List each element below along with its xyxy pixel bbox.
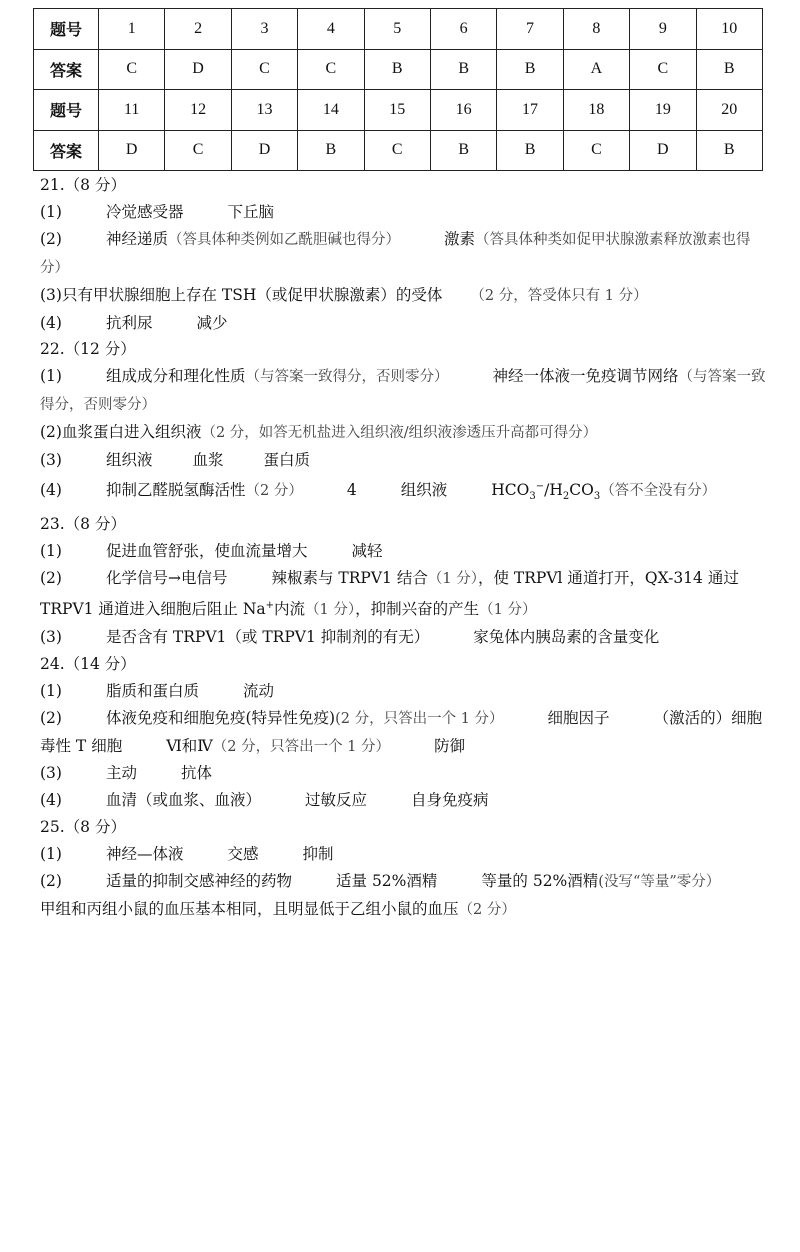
answer-text: 促进血管舒张，使血流量增大	[106, 542, 308, 561]
scoring-note: （答具体种类例如乙酰胆碱也得分）	[168, 231, 401, 248]
q21-part-1	[40, 199, 770, 226]
part-number: (1)	[40, 845, 62, 864]
answer-text: 交感	[227, 845, 259, 864]
question-number: 12	[165, 90, 231, 131]
question-22-heading: 22.（12 分）	[40, 340, 136, 359]
answer-cell: C	[165, 130, 231, 171]
answer-text: 减少	[196, 313, 228, 332]
part-number: (1)	[40, 202, 62, 221]
q22-part-1	[40, 363, 770, 419]
q22-part-2	[40, 419, 770, 447]
answer-text: 下丘脑	[227, 202, 275, 221]
answer-text: 体液免疫和细胞免疫(特异性免疫)	[106, 708, 336, 727]
answer-cell: D	[231, 130, 297, 171]
q21-part-2	[40, 226, 770, 282]
answer-text: ，抑制兴奋的产生	[355, 600, 480, 618]
question-number: 15	[364, 90, 430, 131]
answer-cell: D	[630, 130, 696, 171]
answer-text: 是否含有 TRPV1（或 TRPV1 抑制剂的有无）	[106, 627, 430, 646]
answer-text: 脂质和蛋白质	[106, 681, 200, 700]
answer-text: 辣椒素与 TRPV1 结合	[271, 568, 428, 587]
scoring-note: （2 分）	[245, 483, 303, 500]
q24-part-2	[40, 705, 770, 761]
question-number: 9	[630, 9, 696, 50]
answer-cell: C	[630, 49, 696, 90]
scoring-note: （答具体种类如促甲状腺激素释放激素也得分）	[40, 231, 751, 276]
answer-cell: B	[364, 49, 430, 90]
answer-text: （激活的）细胞毒性 T 细胞	[40, 708, 763, 755]
answer-text: 抑制乙醛脱氢酶活性	[106, 481, 246, 500]
answer-text: (3)只有甲状腺细胞上存在 TSH（或促甲状腺激素）的受体	[40, 285, 443, 304]
answer-text: 减轻	[351, 542, 383, 561]
part-number: (2)	[40, 872, 62, 891]
answer-cell: A	[563, 49, 629, 90]
question-number: 1	[99, 9, 165, 50]
answer-text: 甲组和丙组小鼠的血压基本相同，且明显低于乙组小鼠的血压	[40, 899, 459, 918]
answer-text: 化学信号→电信号	[106, 568, 228, 587]
answer-text: 适量 52%酒精	[336, 872, 438, 891]
answer-text: 自身免疫病	[411, 791, 489, 810]
q22-part-4	[40, 474, 770, 511]
answer-text: 神经一体液一免疫调节网络	[492, 367, 679, 386]
scoring-note: （答不全没有分）	[600, 483, 717, 500]
answer-text: 家兔体内胰岛素的含量变化	[473, 627, 660, 646]
answer-cell: C	[364, 130, 430, 171]
answer-text: 抗体	[181, 764, 213, 783]
scoring-note: （与答案一致得分，否则零分）	[40, 369, 766, 414]
answer-cell: C	[298, 49, 364, 90]
q23-part-2: (2) 化学信号→电信号 辣椒素与 TRPV1 结合（1 分），使 TRPVl 通道打开，QX-314 通过 TRPV1 通道进入细胞后阻止 Na+内流（1 分），抑制兴奋的产生（1 分）	[40, 565, 770, 624]
q21-part-3	[40, 282, 770, 310]
question-number: 18	[563, 90, 629, 131]
table-row	[34, 49, 763, 90]
answer-text: 主动	[106, 764, 138, 783]
answer-cell: D	[165, 49, 231, 90]
answer-cell: B	[430, 130, 496, 171]
scoring-note: （1 分）	[427, 570, 478, 587]
question-number: 8	[563, 9, 629, 50]
scoring-note: （与答案一致得分，否则零分）	[245, 369, 449, 386]
row-label: 答案	[34, 130, 99, 171]
chemical-formula: $HCO_3^-/H_2CO_3$	[491, 480, 601, 503]
answer-text: 冷觉感受器	[106, 202, 184, 221]
answer-text: 抗利尿	[106, 313, 153, 332]
question-number: 20	[696, 90, 762, 131]
question-number: 19	[630, 90, 696, 131]
answer-text: 流动	[243, 681, 275, 700]
answer-cell: B	[696, 130, 762, 171]
answer-cell: B	[497, 130, 563, 171]
answer-text: 抑制	[302, 845, 334, 864]
question-number: 6	[430, 9, 496, 50]
answer-cell: D	[99, 130, 165, 171]
answer-text: 血浆	[192, 451, 224, 470]
answers-section	[40, 172, 770, 924]
q21-part-4	[40, 310, 770, 337]
table-row	[34, 9, 763, 50]
q24-part-1	[40, 678, 770, 705]
q24-part-4	[40, 787, 770, 814]
row-label: 题号	[34, 9, 99, 50]
part-number: (2)	[40, 229, 62, 248]
q23-part-1	[40, 538, 770, 565]
answer-cell: B	[497, 49, 563, 90]
answer-text: 等量的 52%酒精	[481, 872, 599, 891]
part-number: (1)	[40, 367, 62, 386]
answer-text: (2)血浆蛋白进入组织液	[40, 423, 202, 442]
question-25-heading: 25.（8 分）	[40, 818, 126, 837]
table-row	[34, 90, 763, 131]
question-number: 14	[298, 90, 364, 131]
answer-text: 4	[346, 481, 357, 500]
answer-text: 组织液	[400, 481, 448, 500]
part-number: (2)	[40, 568, 62, 587]
answer-cell: B	[298, 130, 364, 171]
question-number: 4	[298, 9, 364, 50]
answer-text: 神经递质	[106, 229, 169, 248]
scoring-note: (2 分，只答出一个 1 分）	[335, 710, 504, 727]
answer-text: 过敏反应	[305, 791, 368, 810]
answer-cell: B	[696, 49, 762, 90]
question-number: 2	[165, 9, 231, 50]
answer-text: 神经—体液	[106, 845, 184, 864]
scoring-note: （2 分，答受体只有 1 分）	[470, 287, 648, 304]
scoring-note: （1 分）	[479, 602, 537, 618]
scoring-note: (没写“等量”零分）	[598, 874, 721, 891]
scoring-note: （1 分）	[305, 602, 356, 618]
answer-text: 组织液	[106, 451, 153, 470]
part-number: (3)	[40, 764, 62, 783]
answer-text: 蛋白质	[263, 451, 311, 470]
answer-text: 细胞因子	[547, 708, 610, 727]
part-number: (4)	[40, 791, 62, 810]
answer-text: Ⅵ和Ⅳ	[166, 736, 213, 755]
answer-cell: C	[231, 49, 297, 90]
answer-text: 内流	[274, 600, 306, 618]
question-number: 5	[364, 9, 430, 50]
question-number: 7	[497, 9, 563, 50]
answer-text: 适量的抑制交感神经的药物	[106, 872, 293, 891]
q24-part-3	[40, 760, 770, 787]
part-number: (1)	[40, 681, 62, 700]
q25-part-2	[40, 868, 770, 924]
part-number: (4)	[40, 313, 62, 332]
question-number: 17	[497, 90, 563, 131]
part-number: (3)	[40, 627, 62, 646]
question-number: 10	[696, 9, 762, 50]
scoring-note: （2 分，只答出一个 1 分）	[212, 738, 391, 755]
question-23-heading: 23.（8 分）	[40, 515, 126, 534]
question-number: 16	[430, 90, 496, 131]
part-number: (3)	[40, 451, 62, 470]
answer-key-table	[33, 8, 763, 171]
scoring-note: （2 分）	[458, 901, 516, 918]
q23-part-3	[40, 624, 770, 651]
question-number: 11	[99, 90, 165, 131]
answer-cell: C	[563, 130, 629, 171]
answer-text: 激素	[444, 229, 476, 248]
scoring-note: （2 分，如答无机盐进入组织液/组织液渗透压升高都可得分）	[201, 425, 598, 442]
row-label: 答案	[34, 49, 99, 90]
question-number: 13	[231, 90, 297, 131]
answer-text: 防御	[434, 736, 466, 755]
answer-text: 组成成分和理化性质	[106, 367, 246, 386]
part-number: (4)	[40, 481, 62, 500]
q25-part-1	[40, 841, 770, 868]
q22-part-3	[40, 447, 770, 474]
question-number: 3	[231, 9, 297, 50]
part-number: (2)	[40, 708, 62, 727]
table-row	[34, 130, 763, 171]
row-label: 题号	[34, 90, 99, 131]
answer-text: ，使 TRPVl 通道打开，QX-314 通过 TRPV1 通道进入细胞后阻止 Na	[40, 568, 739, 618]
part-number: (1)	[40, 542, 62, 561]
answer-cell: B	[430, 49, 496, 90]
answer-text: 血清（或血浆、血液）	[106, 791, 262, 810]
question-21-heading: 21.（8 分）	[40, 176, 126, 194]
question-24-heading: 24.（14 分）	[40, 654, 136, 673]
answer-cell: C	[99, 49, 165, 90]
